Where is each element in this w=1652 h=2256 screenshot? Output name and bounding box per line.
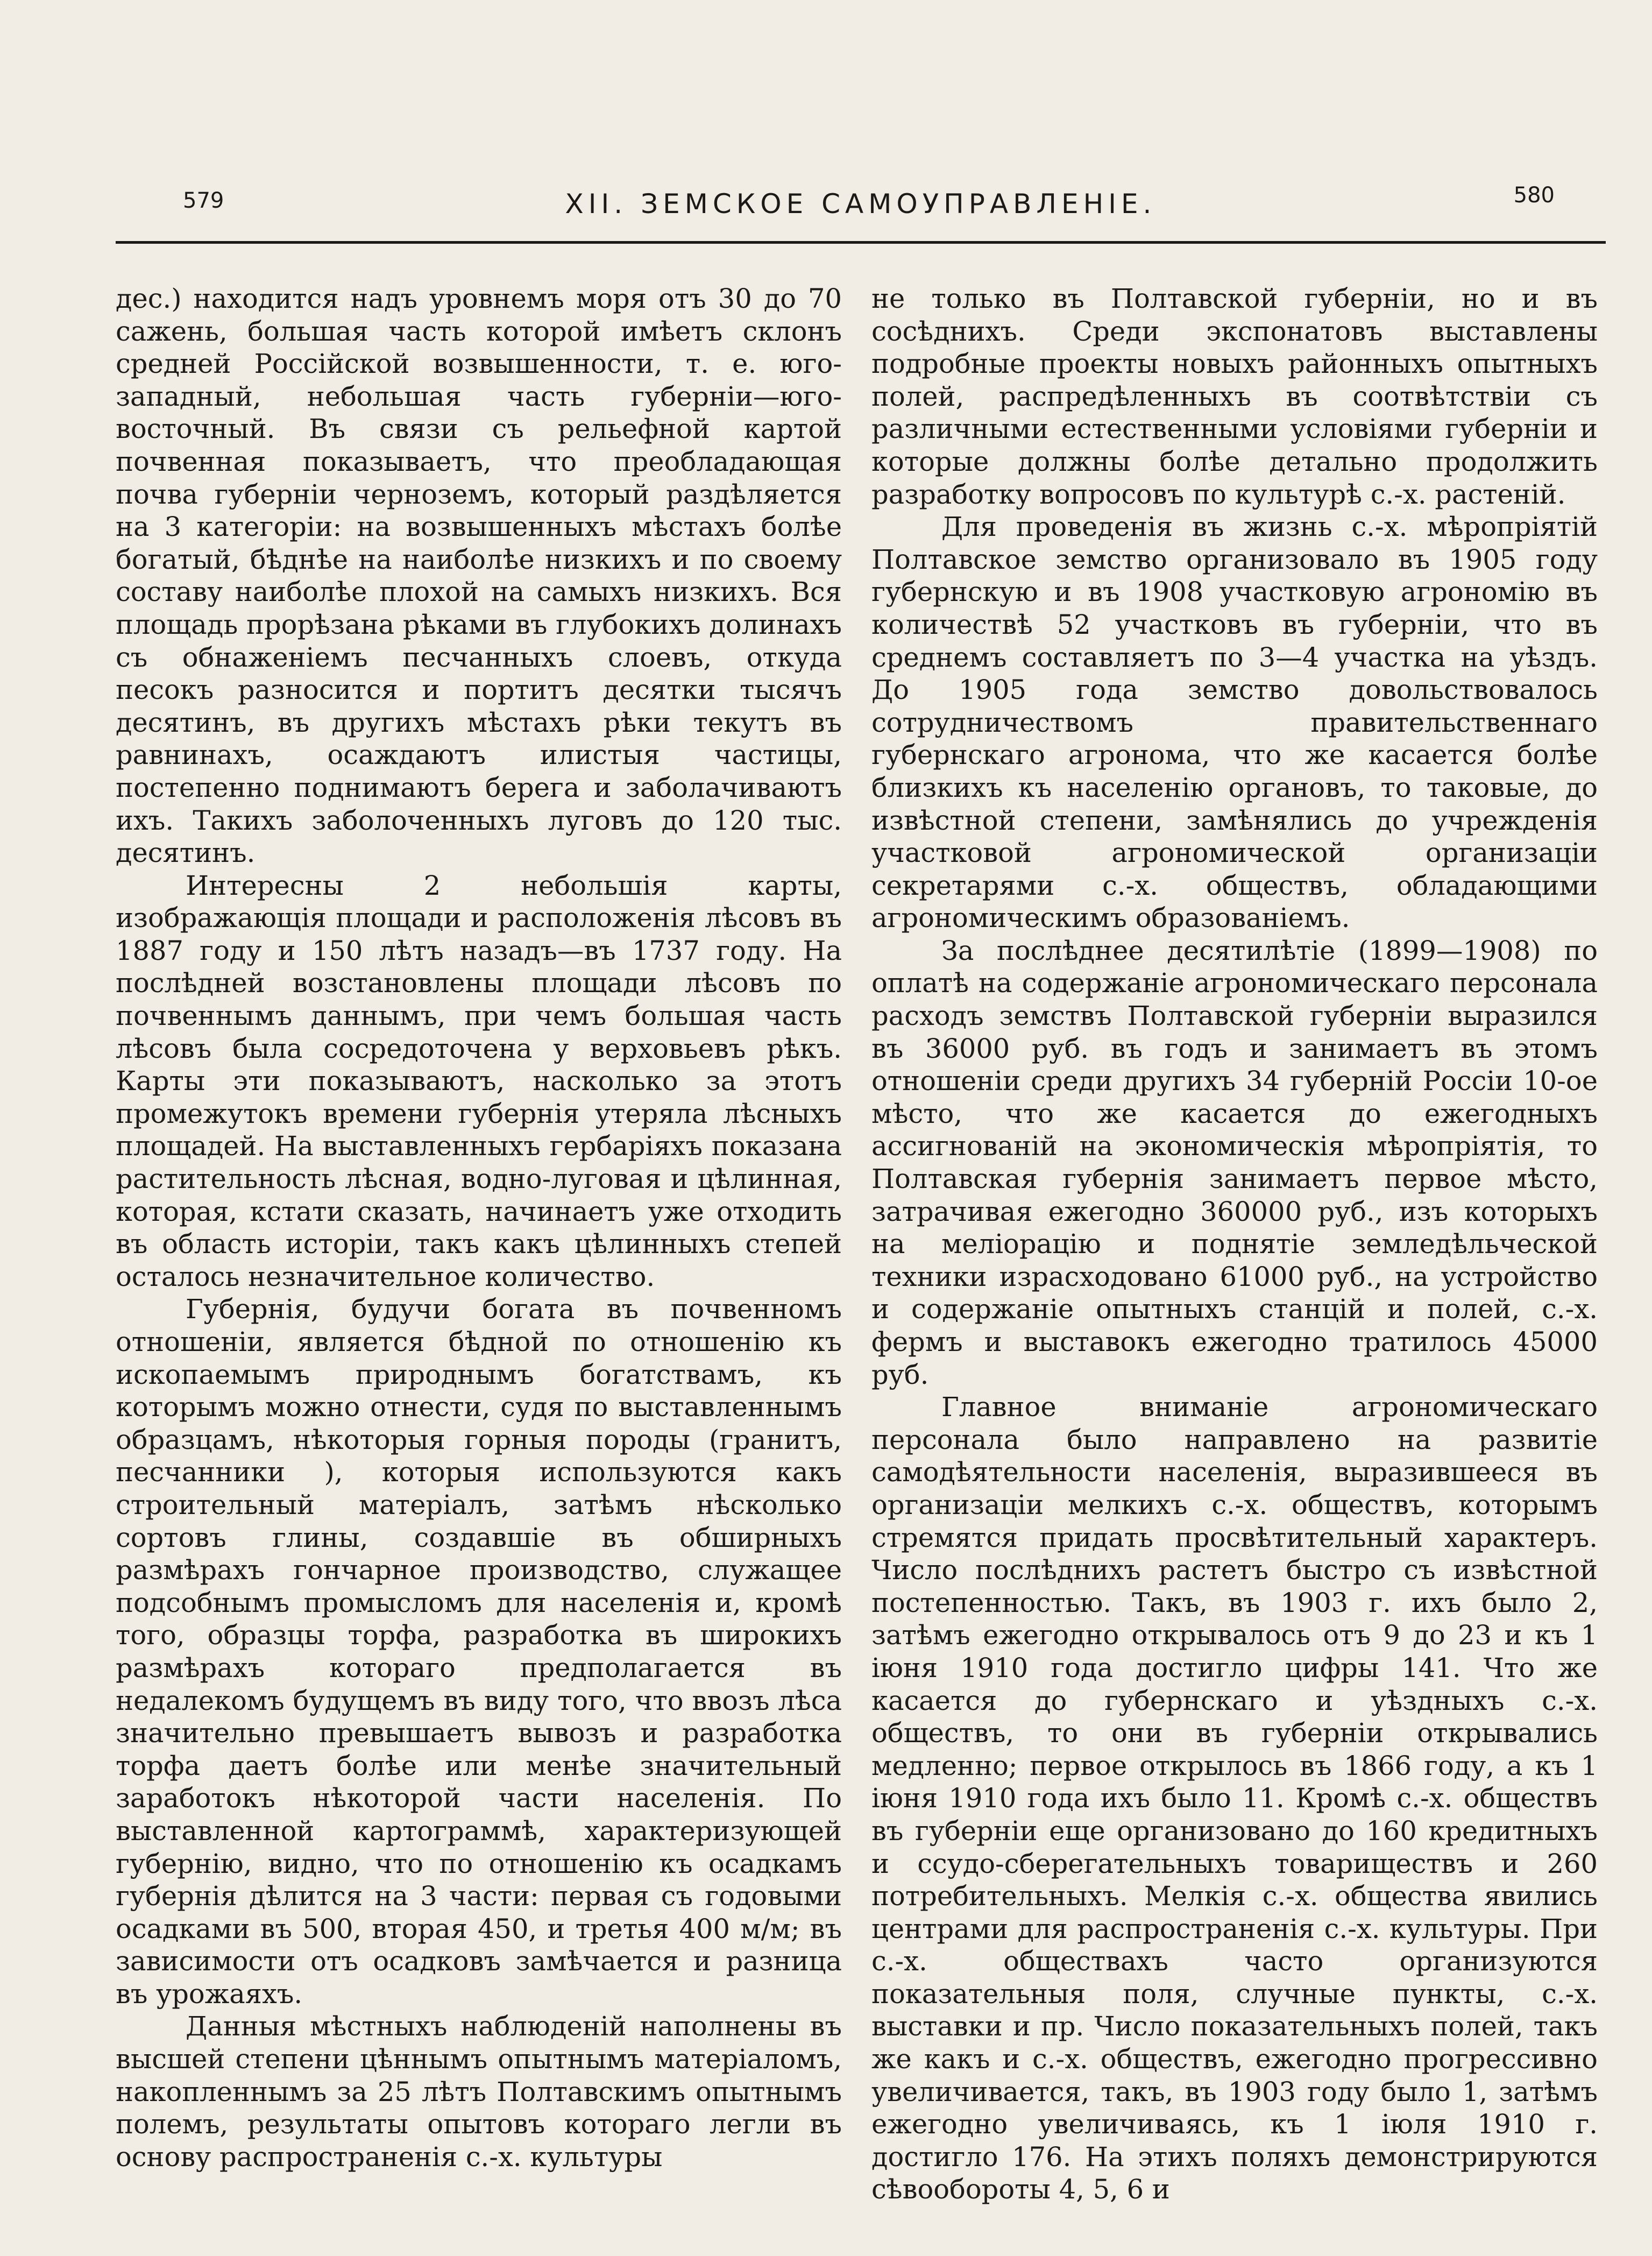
running-head: XII. ЗЕМСКОЕ САМОУПРАВЛЕНІЕ. — [565, 188, 1157, 220]
paragraph: Данныя мѣстныхъ наблюденій наполнены въ высшей степени цѣннымъ опытнымъ матеріаломъ, накопленнымъ за 25 лѣтъ Полтавскимъ опытнымъ полемъ, результаты опытовъ котораго легли въ основу распространенія с.-х. культуры — [116, 2011, 842, 2173]
page-number-left: 579 — [183, 188, 224, 213]
paragraph: За послѣднее десятилѣтіе (1899—1908) по оплатѣ на содержаніе агрономическаго персонала расходъ земствъ Полтавской губерніи выразился въ 36000 руб. въ годъ и занимаетъ въ этомъ отношеніи среди другихъ 34 губерній Россіи 10-ое мѣсто, что же касается до ежегодныхъ ассигнованій на экономическія мѣропріятія, то Полтавская губернія занимаетъ первое мѣсто, затрачивая ежегодно 360000 руб., изъ которыхъ на меліорацію и поднятіе земледѣльческой техники израсходовано 61000 руб., на устройство и содержаніе опытныхъ станцій и полей, с.-х. фермъ и выставокъ ежегодно тратилось 45000 руб. — [871, 935, 1598, 1390]
paragraph: дес.) находится надъ уровнемъ моря отъ 30 до 70 сажень, большая часть которой имѣетъ склонъ средней Россійской возвышенности, т. е. юго-западный, небольшая часть губерніи—юго-восточный. Въ связи съ рельефной картой почвенная показываетъ, что преобладающая почва губерніи черноземъ, который раздѣляется на 3 категоріи: на возвышенныхъ мѣстахъ болѣе богатый, бѣднѣе на наиболѣе низкихъ и по своему составу наиболѣе плохой на самыхъ низкихъ. Вся площадь прорѣзана рѣками въ глубокихъ долинахъ съ обнаженіемъ песчанныхъ слоевъ, откуда песокъ разносится и портитъ десятки тысячъ десятинъ, въ другихъ мѣстахъ рѣки текутъ въ равнинахъ, осаждаютъ илистыя частицы, постепенно поднимаютъ берега и заболачиваютъ ихъ. Такихъ заболоченныхъ луговъ до 120 тыс. десятинъ. — [116, 283, 842, 869]
page-number-right: 580 — [1513, 183, 1555, 208]
paragraph: Губернія, будучи богата въ почвенномъ отношеніи, является бѣдной по отношенію къ ископаемымъ природнымъ богатствамъ, къ которымъ можно отнести, судя по выставленнымъ образцамъ, нѣкоторыя горныя породы (гранитъ, песчанники ), которыя используются какъ строительный матеріалъ, затѣмъ нѣсколько сортовъ глины, создавшіе въ обширныхъ размѣрахъ гончарное производство, служащее подсобнымъ промысломъ для населенія и, кромѣ того, образцы торфа, разработка въ широкихъ размѣрахъ котораго предполагается въ недалекомъ будущемъ въ виду того, что ввозъ лѣса значительно превышаетъ вывозъ и разработка торфа даетъ болѣе или менѣе значительный заработокъ нѣкоторой части населенія. По выставленной картограммѣ, характеризующей губернію, видно, что по отношенію къ осадкамъ губернія дѣлится на 3 части: первая съ годовыми осадками въ 500, вторая 450, и третья 400 м/м; въ зависимости отъ осадковъ замѣчается и разница въ урожаяхъ. — [116, 1293, 842, 2010]
right-column — [871, 282, 1598, 2206]
left-column — [116, 282, 842, 2173]
header-rule — [116, 241, 1606, 244]
paragraph: Для проведенія въ жизнь с.-х. мѣропріятій Полтавское земство организовало въ 1905 году губернскую и въ 1908 участковую агрономію въ количествѣ 52 участковъ въ губерніи, что въ среднемъ составляетъ по 3—4 участка на уѣздъ. До 1905 года земство довольствовалось сотрудничествомъ правительственнаго губернскаго агронома, что же касается болѣе близкихъ къ населенію органовъ, то таковые, до извѣстной степени, замѣнялись до учрежденія участковой агрономической организаціи секретарями с.-х. обществъ, обладающими агрономическимъ образованіемъ. — [871, 511, 1598, 934]
paragraph: Интересны 2 небольшія карты, изображающія площади и расположенія лѣсовъ въ 1887 году и 150 лѣтъ назадъ—въ 1737 году. На послѣдней возстановлены площади лѣсовъ по почвеннымъ даннымъ, при чемъ большая часть лѣсовъ была сосредоточена у верховьевъ рѣкъ. Карты эти показываютъ, насколько за этотъ промежутокъ времени губернія утеряла лѣсныхъ площадей. На выставленныхъ гербаріяхъ показана растительность лѣсная, водно-луговая и цѣлинная, которая, кстати сказать, начинаетъ уже отходить въ область исторіи, такъ какъ цѣлинныхъ степей осталось незначительное количество. — [116, 869, 842, 1292]
page-header — [116, 178, 1606, 231]
paragraph: не только въ Полтавской губерніи, но и въ сосѣднихъ. Среди экспонатовъ выставлены подробные проекты новыхъ районныхъ опытныхъ полей, распредѣленныхъ въ соотвѣтствіи съ различными естественными условіями губерніи и которые должны болѣе детально продолжить разработку вопросовъ по культурѣ с.-х. растеній. — [871, 283, 1598, 510]
paragraph: Главное вниманіе агрономическаго персонала было направлено на развитіе самодѣятельности населенія, выразившееся въ организаціи мелкихъ с.-х. обществъ, которымъ стремятся придать просвѣтительный характеръ. Число послѣднихъ растетъ быстро съ извѣстной постепенностью. Такъ, въ 1903 г. ихъ было 2, затѣмъ ежегодно открывалось отъ 9 до 23 и къ 1 іюня 1910 года достигло цифры 141. Что же касается до губернскаго и уѣздныхъ с.-х. обществъ, то они въ губерніи открывались медленно; первое открылось въ 1866 году, а къ 1 іюня 1910 года ихъ было 11. Кромѣ с.-х. обществъ въ губерніи еще организовано до 160 кредитныхъ и ссудо-сберегательныхъ товариществъ и 260 потребительныхъ. Мелкія с.-х. общества явились центрами для распространенія с.-х. культуры. При с.-х. обществахъ часто организуются показательныя поля, случные пункты, с.-х. выставки и пр. Число показательныхъ полей, такъ же какъ и с.-х. обществъ, ежегодно прогрессивно увеличивается, такъ, въ 1903 году было 1, затѣмъ ежегодно увеличиваясь, къ 1 іюля 1910 г. достигло 176. На этихъ поляхъ демонстрируются сѣвообороты 4, 5, 6 и — [871, 1391, 1598, 2205]
